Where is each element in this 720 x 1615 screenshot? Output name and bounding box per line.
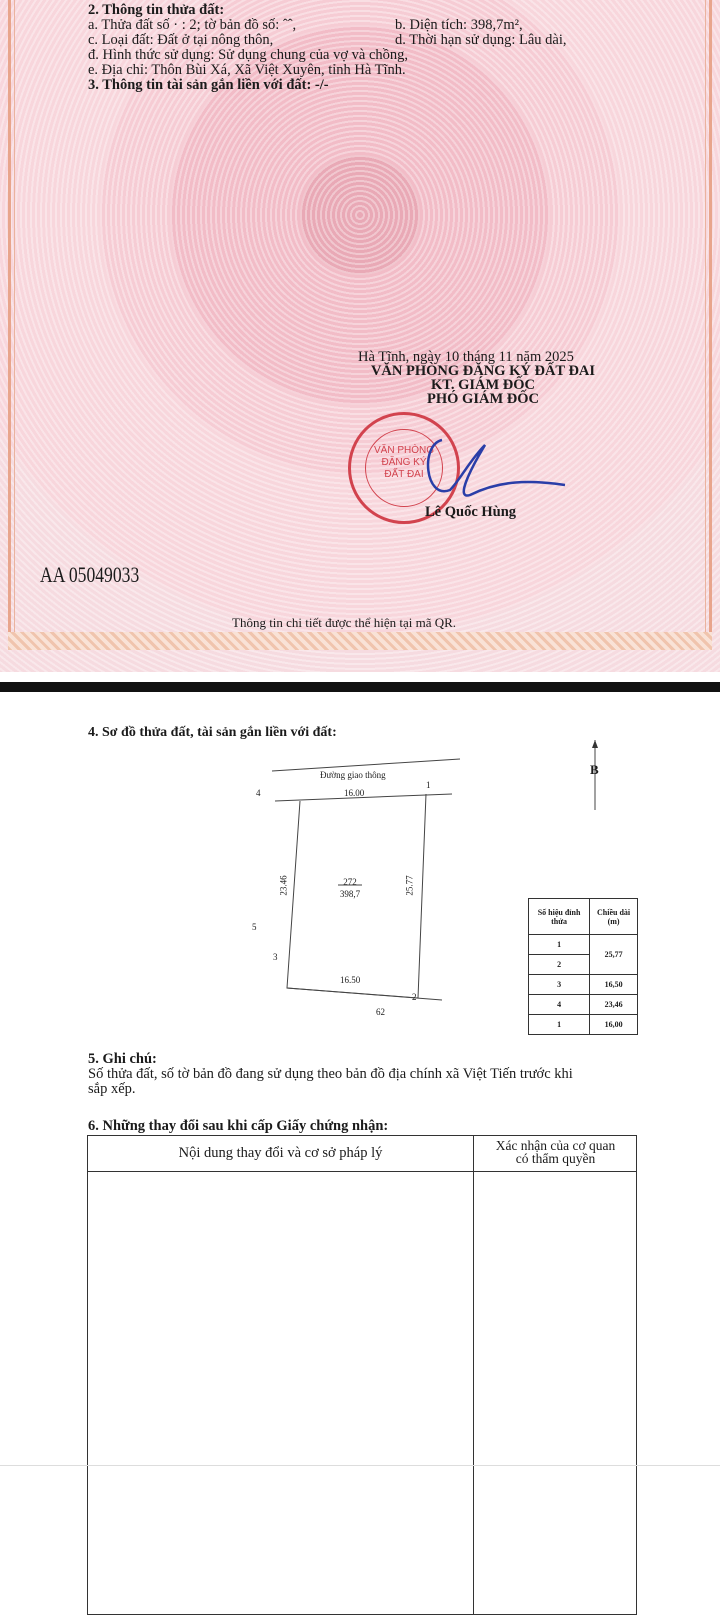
- edge-top: 16.00: [344, 788, 365, 798]
- vertex-4: 4: [256, 788, 261, 798]
- date-line: Hà Tĩnh, ngày 10 tháng 11 năm 2025: [358, 349, 574, 365]
- section4-title: 4. Sơ đồ thửa đất, tài sản gắn liền với đất:: [88, 725, 337, 740]
- vertex-length-table: [528, 898, 638, 1035]
- length-cell: 16,00: [590, 1015, 638, 1035]
- vertex-2: 2: [412, 992, 417, 1002]
- section2-title: 2. Thông tin thửa đất:: [88, 2, 225, 18]
- vertex-cell: 3: [529, 975, 590, 995]
- address: e. Địa chỉ: Thôn Bùi Xá, Xã Việt Xuyên, tỉnh Hà Tĩnh.: [88, 62, 406, 78]
- note-line-1: Số thửa đất, số tờ bản đồ đang sử dụng theo bản đồ địa chính xã Việt Tiến trước khi: [88, 1066, 573, 1082]
- header-length: Chiều dài (m): [590, 899, 638, 935]
- section6-title: 6. Những thay đổi sau khi cấp Giấy chứng nhận:: [88, 1118, 389, 1134]
- vertex-cell: 1: [529, 935, 590, 955]
- land-type: c. Loại đất: Đất ở tại nông thôn,: [88, 32, 274, 48]
- edge-bottom: 16.50: [340, 975, 361, 985]
- vertex-cell: 4: [529, 995, 590, 1015]
- certificate-page: [0, 0, 720, 672]
- north-label: B: [590, 762, 599, 777]
- note-line-2: sắp xếp.: [88, 1081, 136, 1097]
- office-title: VĂN PHÒNG ĐĂNG KÝ ĐẤT ĐAI: [370, 363, 596, 379]
- parcel-area-label: 398,7: [339, 889, 361, 899]
- edge-left: 23.46: [278, 875, 289, 896]
- length-cell: 16,50: [590, 975, 638, 995]
- usage-form: đ. Hình thức sử dụng: Sử dụng chung của vợ và chồng,: [88, 47, 408, 63]
- parcel-number: a. Thửa đất số · : 2; tờ bản đồ số: ˆˆ,: [88, 17, 297, 33]
- scan-line: [0, 1465, 720, 1466]
- road-label: Đường giao thông: [320, 770, 386, 780]
- changes-table: [87, 1135, 637, 1615]
- header-vertex: Số hiệu đỉnh thửa: [529, 899, 590, 935]
- neighbor-bottom: 62: [376, 1007, 385, 1017]
- page-separator: [0, 682, 720, 692]
- term: d. Thời hạn sử dụng: Lâu dài,: [395, 32, 567, 48]
- vertex-3: 3: [273, 952, 278, 962]
- col-confirm-header-2: có thẩm quyền: [515, 1151, 596, 1166]
- section5-title: 5. Ghi chú:: [88, 1051, 157, 1067]
- section3-title: 3. Thông tin tài sản gắn liền với đất: -/-: [88, 77, 329, 93]
- vertex-1: 1: [426, 780, 431, 790]
- deputy-title: PHÓ GIÁM ĐỐC: [427, 391, 539, 407]
- vertex-cell: 2: [529, 955, 590, 975]
- edge-right: 25.77: [404, 875, 415, 896]
- length-cell: 23,46: [590, 995, 638, 1015]
- official-stamp: VĂN PHÒNG ĐĂNG KÝ ĐẤT ĐAI: [348, 412, 460, 524]
- signer-name: Lê Quốc Hùng: [425, 504, 517, 520]
- parcel-number-label: 272: [343, 877, 357, 887]
- vertex-cell: 1: [529, 1015, 590, 1035]
- serial-number: AA 05049033: [40, 562, 140, 587]
- length-cell: 25,77: [590, 935, 638, 975]
- col-content-header: Nội dung thay đổi và cơ sở pháp lý: [178, 1145, 383, 1161]
- kt-title: KT. GIÁM ĐỐC: [430, 377, 536, 393]
- col-confirm-header-1: Xác nhận của cơ quan: [495, 1138, 616, 1153]
- neighbor-left: 5: [252, 922, 257, 932]
- area: b. Diện tích: 398,7m²,: [395, 17, 523, 33]
- qr-note: Thông tin chi tiết được thể hiện tại mã QR.: [232, 615, 457, 630]
